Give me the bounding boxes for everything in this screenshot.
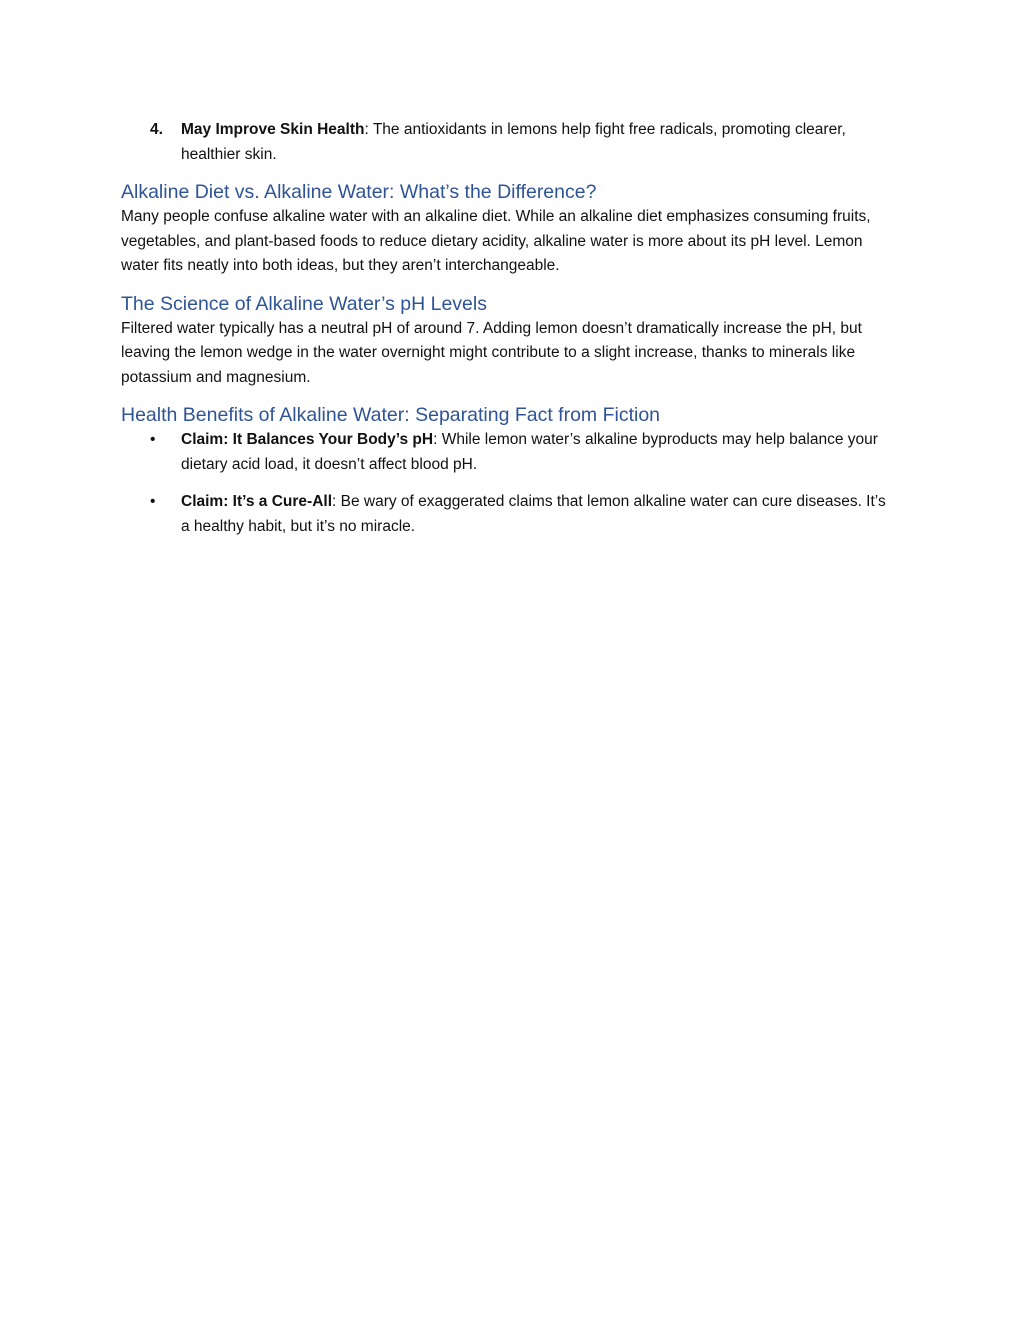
section-heading: The Science of Alkaline Water’s pH Levels xyxy=(121,292,487,315)
section-alkaline-diet-vs-water xyxy=(121,179,891,279)
section-heading: Health Benefits of Alkaline Water: Separating Fact from Fiction xyxy=(121,404,661,426)
bullet-item-cure-all xyxy=(121,490,891,539)
section-ph-science xyxy=(121,291,891,391)
list-number: 4. xyxy=(150,121,163,138)
document-page xyxy=(121,118,891,539)
list-item-title: May Improve Skin Health xyxy=(181,121,365,138)
bullet-item-balances-ph xyxy=(121,428,891,477)
bullet-title: Claim: It’s a Cure-All xyxy=(181,493,333,510)
section-paragraph: Filtered water typically has a neutral pH of around 7. Adding lemon doesn’t dramatically increase the pH, but leaving the lemon wedge in the water overnight might contribute to a slight increase, thanks to minerals like potassium and magnesium. xyxy=(121,319,862,386)
section-heading: Alkaline Diet vs. Alkaline Water: What’s the Difference? xyxy=(121,181,597,203)
bullet-list xyxy=(121,428,891,539)
bullet-icon: • xyxy=(150,493,156,510)
bullet-icon: • xyxy=(150,431,156,448)
list-item-text: : The antioxidants in lemons help fight free radicals, promoting clearer, healthier skin. xyxy=(181,121,846,163)
bullet-text: : While lemon water’s alkaline byproducts may help balance your dietary acid load, it doesn’t affect blood pH. xyxy=(181,431,878,473)
section-paragraph: Many people confuse alkaline water with an alkaline diet. While an alkaline diet emphasizes consuming fruits, vegetables, and plant-based foods to reduce dietary acidity, alkaline water is more about its pH level. Lemon water fits neatly into both ideas, but they aren’t interchangeable. xyxy=(121,208,871,274)
section-health-benefits xyxy=(121,402,891,539)
bullet-title: Claim: It Balances Your Body’s pH xyxy=(181,431,434,448)
numbered-list-item-4 xyxy=(121,118,891,167)
bullet-text: : Be wary of exaggerated claims that lemon alkaline water can cure diseases. It’s a healthy habit, but it’s no miracle. xyxy=(181,493,886,535)
